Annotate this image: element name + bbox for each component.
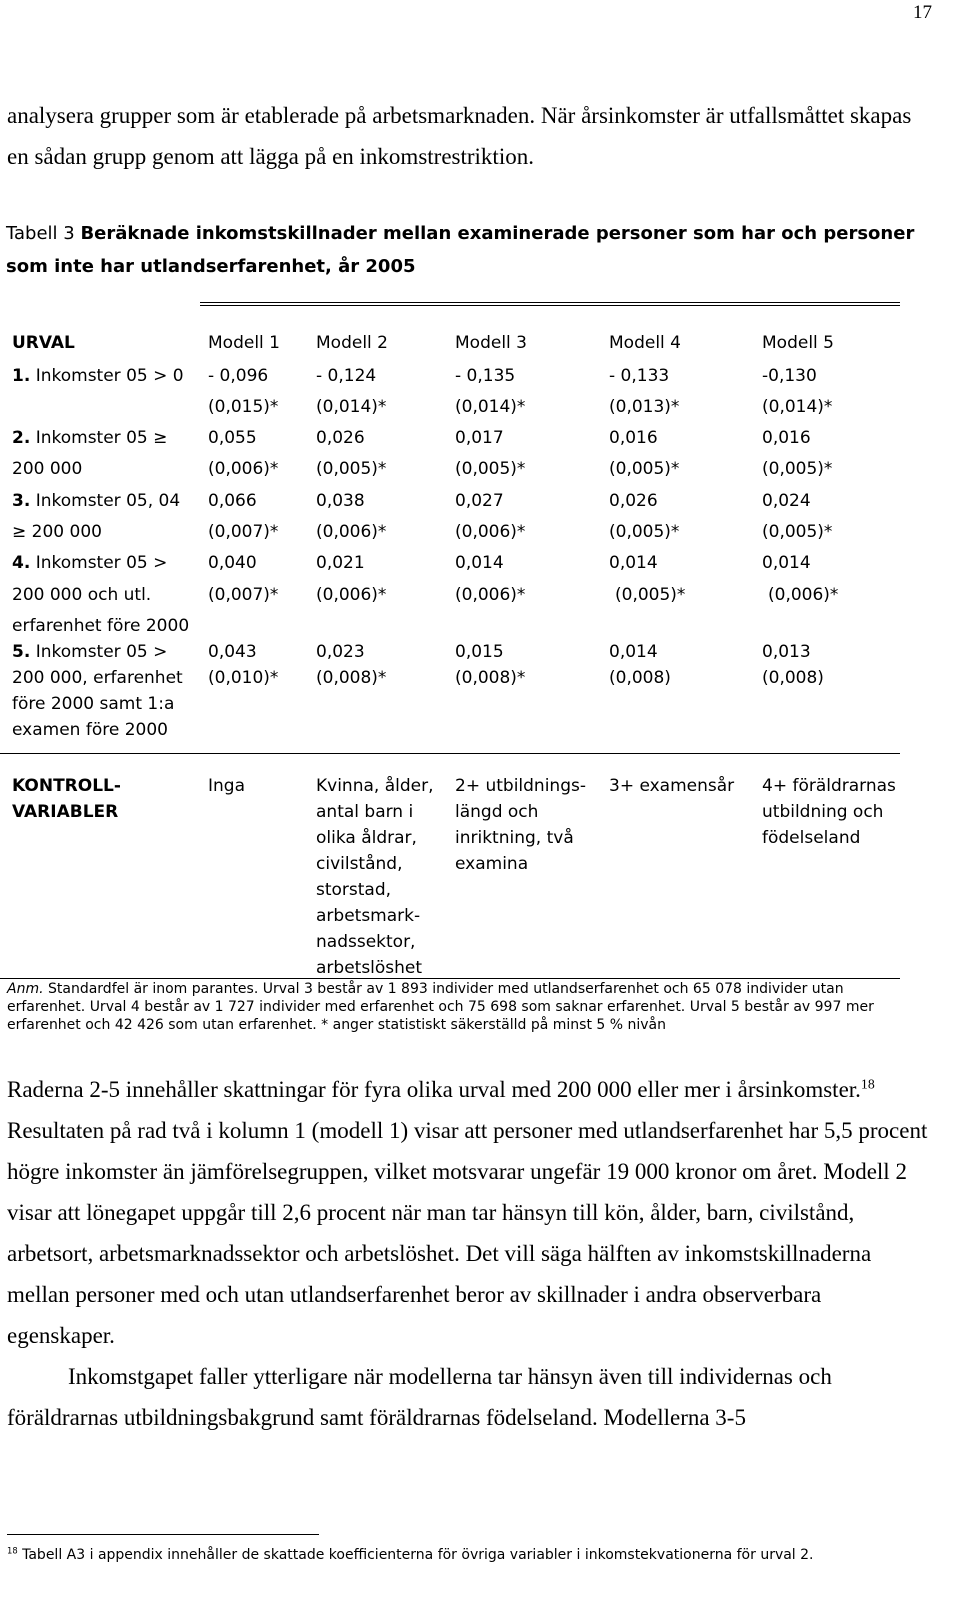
row-5-coef-3: 0,015 — [455, 642, 504, 662]
row-2-label-line-2: 200 000 — [12, 459, 83, 479]
header-model-2: Modell 2 — [316, 333, 388, 353]
row-4-coef-1: 0,040 — [208, 553, 257, 573]
body-paragraph-1-start: Raderna 2-5 innehåller skattningar för fyra olika urval med 200 000 eller mer i årsinkomster. — [7, 1077, 861, 1102]
row-3-se-4: (0,005)* — [609, 522, 680, 542]
row-2-se-2: (0,005)* — [316, 459, 387, 479]
row-1-number: 1. — [12, 366, 31, 386]
page-number: 17 — [913, 2, 932, 23]
body-paragraph-1 — [7, 1069, 932, 1356]
row-5-se-2: (0,008)* — [316, 668, 387, 688]
row-5-label — [12, 639, 167, 665]
controls-model-2: Kvinna, ålder, antal barn i olika åldrar, civilstånd, storstad, arbetsmark-nadssektor, arbetslöshet — [316, 776, 434, 978]
row-1-coef-5: -0,130 — [762, 366, 817, 386]
row-4-label-line-2: 200 000 och utl. — [12, 585, 152, 605]
row-1-se-3: (0,014)* — [455, 397, 526, 417]
row-3-se-3: (0,006)* — [455, 522, 526, 542]
row-2-coef-3: 0,017 — [455, 428, 504, 448]
row-4-coef-3: 0,014 — [455, 553, 504, 573]
body-paragraph-1-rest: Resultaten på rad två i kolumn 1 (modell 1) visar att personer med utlandserfarenhet har 5,5 procent högre inkomster än jämförelsegruppen, vilket motsvarar ungefär 19 000 kronor om året. Modell 2 visar att lönegapet uppgår till 2,6 procent när man tar hänsyn till kön, ålder, barn, civilstånd, arbetsort, arbetsmarknadssektor och arbetslöshet. Det vill säga hälften av inkomstskillnaderna mellan personer med och utan utlandserfarenhet beror av skillnader i andra observerbara egenskaper. — [7, 1118, 928, 1348]
table-top-rule-second — [200, 305, 900, 306]
row-2-coef-2: 0,026 — [316, 428, 365, 448]
row-1-coef-3: - 0,135 — [455, 366, 516, 386]
row-5-se-5: (0,008) — [762, 668, 824, 688]
table-top-rule — [200, 302, 900, 303]
row-5-number: 5. — [12, 642, 31, 662]
controls-label-line-1: KONTROLL- — [12, 776, 121, 796]
row-4-label-line-1: Inkomster 05 > — [35, 553, 168, 573]
row-3-se-2: (0,006)* — [316, 522, 387, 542]
row-2-coef-1: 0,055 — [208, 428, 257, 448]
row-5-coef-4: 0,014 — [609, 642, 658, 662]
row-1-se-5: (0,014)* — [762, 397, 833, 417]
row-5-coef-5: 0,013 — [762, 642, 811, 662]
row-5-se-1: (0,010)* — [208, 668, 279, 688]
row-2-se-4: (0,005)* — [609, 459, 680, 479]
row-2-number: 2. — [12, 428, 31, 448]
controls-label-line-2: VARIABLER — [12, 802, 119, 822]
header-model-4: Modell 4 — [609, 333, 681, 353]
row-3-label-line-2: ≥ 200 000 — [12, 522, 102, 542]
row-4-coef-4: 0,014 — [609, 553, 658, 573]
row-1-coef-2: - 0,124 — [316, 366, 377, 386]
row-1-coef-4: - 0,133 — [609, 366, 670, 386]
row-4-se-3: (0,006)* — [455, 585, 526, 605]
footnote-rule — [7, 1534, 319, 1535]
row-4-se-2: (0,006)* — [316, 585, 387, 605]
header-model-5: Modell 5 — [762, 333, 834, 353]
row-4-se-1: (0,007)* — [208, 585, 279, 605]
row-4-se-5: (0,006)* — [768, 585, 839, 605]
row-3-se-1: (0,007)* — [208, 522, 279, 542]
table-caption-title: Beräknade inkomstskillnader mellan examinerade personer som har och personer som inte har utlandserfarenhet, år 2005 — [6, 223, 915, 277]
row-1-label-line-1: Inkomster 05 > 0 — [35, 366, 184, 386]
intro-paragraph: analysera grupper som är etablerade på arbetsmarknaden. När årsinkomster är utfallsmåttet skapas en sådan grupp genom att lägga på en inkomstrestriktion. — [7, 103, 912, 169]
row-4-label — [12, 550, 167, 576]
footnote-mark: 18 — [7, 1545, 18, 1556]
row-3-coef-1: 0,066 — [208, 491, 257, 511]
row-2-se-1: (0,006)* — [208, 459, 279, 479]
row-4-coef-5: 0,014 — [762, 553, 811, 573]
row-2-se-3: (0,005)* — [455, 459, 526, 479]
row-4-se-4: (0,005)* — [615, 585, 686, 605]
row-5-label-line-1: Inkomster 05 > — [35, 642, 168, 662]
row-5-coef-1: 0,043 — [208, 642, 257, 662]
row-5-coef-2: 0,023 — [316, 642, 365, 662]
footnote-ref-18[interactable]: 18 — [860, 1076, 875, 1092]
row-3-coef-3: 0,027 — [455, 491, 504, 511]
row-4-coef-2: 0,021 — [316, 553, 365, 573]
row-5-se-3: (0,008)* — [455, 668, 526, 688]
row-3-coef-5: 0,024 — [762, 491, 811, 511]
body-text — [7, 1069, 932, 1438]
table-mid-rule — [0, 753, 900, 754]
controls-model-5: 4+ föräldrarnas utbildning och födelseland — [762, 776, 896, 848]
row-2-label — [12, 425, 167, 451]
row-5-label-line-2: 200 000, erfarenhet — [12, 668, 183, 688]
row-3-se-5: (0,005)* — [762, 522, 833, 542]
row-2-coef-5: 0,016 — [762, 428, 811, 448]
row-5-label-line-3: före 2000 samt 1:a — [12, 694, 175, 714]
row-3-label — [12, 488, 180, 514]
row-2-se-5: (0,005)* — [762, 459, 833, 479]
table-caption — [6, 217, 941, 283]
table-bottom-rule — [0, 978, 900, 979]
row-1-coef-1: - 0,096 — [208, 366, 269, 386]
table-note-prefix: Anm. — [7, 981, 44, 997]
row-4-label-line-3: erfarenhet före 2000 — [12, 616, 190, 636]
row-1-label — [12, 363, 184, 389]
header-model-3: Modell 3 — [455, 333, 527, 353]
row-4-number: 4. — [12, 553, 31, 573]
row-2-label-line-1: Inkomster 05 ≥ — [35, 428, 168, 448]
row-3-coef-2: 0,038 — [316, 491, 365, 511]
header-urval: URVAL — [12, 333, 75, 353]
footnote — [7, 1546, 927, 1564]
table-note-text: Standardfel är inom parantes. Urval 3 består av 1 893 individer med utlandserfarenhet och 65 078 individer utan erfarenhet. Urval 4 består av 1 727 individer med erfarenhet och 75 698 som saknar erfarenhet. Urval 5 består av 997 mer erfarenhet och 42 426 som utan erfarenhet. * anger statistiskt säkerställd på minst 5 % nivån — [7, 981, 874, 1033]
controls-model-1: Inga — [208, 776, 245, 796]
row-3-number: 3. — [12, 491, 31, 511]
table-note — [7, 980, 907, 1034]
row-3-label-line-1: Inkomster 05, 04 — [35, 491, 181, 511]
controls-model-3: 2+ utbildnings-längd och inriktning, två examina — [455, 776, 586, 874]
body-paragraph-2: Inkomstgapet faller ytterligare när modellerna tar hänsyn även till individernas och föräldrarnas utbildningsbakgrund samt föräldrarnas födelseland. Modellerna 3-5 — [7, 1364, 832, 1430]
row-2-coef-4: 0,016 — [609, 428, 658, 448]
row-5-label-line-4: examen före 2000 — [12, 720, 168, 740]
controls-model-4: 3+ examensår — [609, 776, 735, 796]
row-5-se-4: (0,008) — [609, 668, 671, 688]
footnote-text: Tabell A3 i appendix innehåller de skattade koefficienterna för övriga variabler i inkomstekvationerna för urval 2. — [17, 1547, 814, 1563]
row-1-se-4: (0,013)* — [609, 397, 680, 417]
row-3-coef-4: 0,026 — [609, 491, 658, 511]
row-1-se-2: (0,014)* — [316, 397, 387, 417]
header-model-1: Modell 1 — [208, 333, 280, 353]
table-caption-prefix: Tabell 3 — [6, 223, 81, 244]
row-1-se-1: (0,015)* — [208, 397, 279, 417]
